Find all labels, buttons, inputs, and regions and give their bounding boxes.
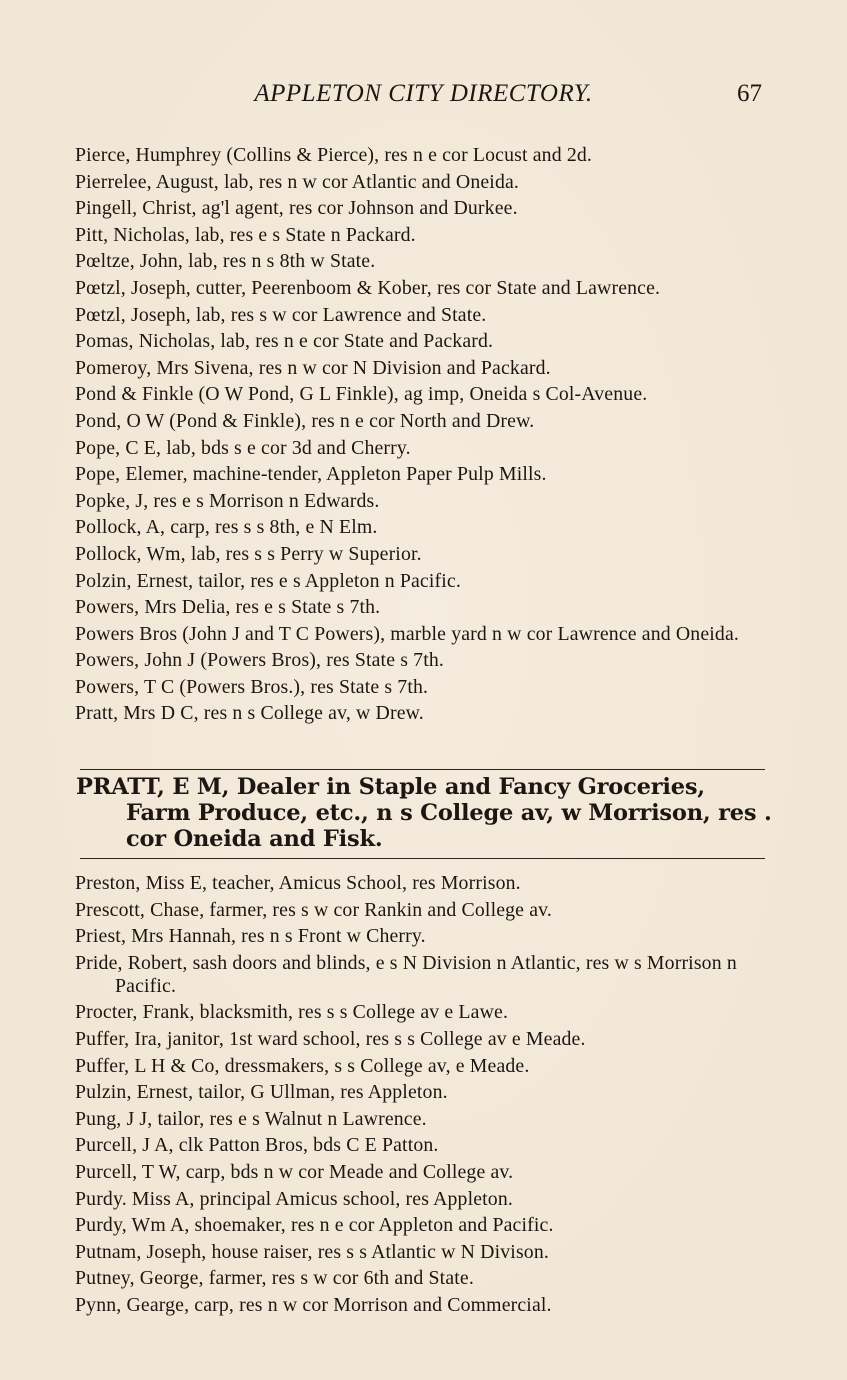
directory-entry: Puffer, Ira, janitor, 1st ward school, res s s College av e Meade. — [75, 1028, 586, 1051]
directory-entry: Powers, John J (Powers Bros), res State s 7th. — [75, 649, 444, 672]
directory-entry: Purdy, Wm A, shoemaker, res n e cor Appleton and Pacific. — [75, 1214, 554, 1237]
advertisement-line: PRATT, E M, Dealer in Staple and Fancy Groceries, — [76, 774, 705, 800]
directory-entry: Pride, Robert, sash doors and blinds, e s N Division n Atlantic, res w s Morrison n Pacific. — [75, 951, 737, 997]
directory-entry: Pœltze, John, lab, res n s 8th w State. — [75, 250, 376, 273]
directory-entry: Powers, Mrs Delia, res e s State s 7th. — [75, 596, 381, 619]
advertisement-bottom-rule — [80, 858, 765, 859]
advertisement-block — [76, 774, 786, 852]
advertisement-line: cor Oneida and Fisk. — [126, 826, 383, 852]
directory-entry: Prescott, Chase, farmer, res s w cor Rankin and College av. — [75, 898, 552, 921]
directory-entry: Pierrelee, August, lab, res n w cor Atlantic and Oneida. — [75, 170, 520, 193]
directory-entry: Procter, Frank, blacksmith, res s s College av e Lawe. — [75, 1001, 509, 1024]
directory-entry: Pœtzl, Joseph, lab, res s w cor Lawrence and State. — [75, 303, 487, 326]
directory-entry: Putney, George, farmer, res s w cor 6th and State. — [75, 1267, 474, 1290]
directory-entry: Puffer, L H & Co, dressmakers, s s College av, e Meade. — [75, 1054, 530, 1077]
directory-entry: Powers Bros (John J and T C Powers), marble yard n w cor Lawrence and Oneida. — [75, 622, 739, 645]
directory-entry: Purcell, J A, clk Patton Bros, bds C E Patton. — [75, 1134, 439, 1157]
directory-entry: Pope, Elemer, machine-tender, Appleton Paper Pulp Mills. — [75, 463, 547, 486]
directory-entry: Pulzin, Ernest, tailor, G Ullman, res Appleton. — [75, 1081, 448, 1104]
directory-entry: Putnam, Joseph, house raiser, res s s Atlantic w N Divison. — [75, 1240, 549, 1263]
directory-entry: Popke, J, res e s Morrison n Edwards. — [75, 489, 380, 512]
directory-entry: Pond & Finkle (O W Pond, G L Finkle), ag imp, Oneida s Col-Avenue. — [75, 383, 648, 406]
directory-entry: Polzin, Ernest, tailor, res e s Appleton n Pacific. — [75, 569, 461, 592]
directory-entry: Pœtzl, Joseph, cutter, Peerenboom & Kober, res cor State and Lawrence. — [75, 276, 661, 299]
advertisement-line: Farm Produce, etc., n s College av, w Morrison, res . — [126, 800, 772, 826]
directory-entry: Pitt, Nicholas, lab, res e s State n Packard. — [75, 223, 416, 246]
directory-entries-before-ad — [75, 144, 775, 729]
directory-entry: Pierce, Humphrey (Collins & Pierce), res n e cor Locust and 2d. — [75, 144, 593, 166]
directory-entry: Purdy. Miss A, principal Amicus school, res Appleton. — [75, 1187, 513, 1210]
directory-entry: Pollock, Wm, lab, res s s Perry w Superior. — [75, 542, 422, 565]
directory-entry: Powers, T C (Powers Bros.), res State s 7th. — [75, 675, 429, 698]
directory-entries-after-ad — [75, 872, 775, 1321]
directory-entry: Pingell, Christ, ag'l agent, res cor Johnson and Durkee. — [75, 197, 518, 220]
page-number: 67 — [737, 80, 762, 107]
directory-entry: Pynn, Gearge, carp, res n w cor Morrison and Commercial. — [75, 1294, 552, 1316]
directory-entry: Pollock, A, carp, res s s 8th, e N Elm. — [75, 516, 378, 539]
directory-entry: Pratt, Mrs D C, res n s College av, w Drew. — [75, 702, 424, 725]
directory-entry: Purcell, T W, carp, bds n w cor Meade and College av. — [75, 1161, 514, 1184]
directory-entry: Pomeroy, Mrs Sivena, res n w cor N Division and Packard. — [75, 356, 551, 379]
running-title: APPLETON CITY DIRECTORY. — [254, 80, 593, 107]
directory-entry: Pond, O W (Pond & Finkle), res n e cor North and Drew. — [75, 409, 535, 432]
directory-entry: Pope, C E, lab, bds s e cor 3d and Cherry. — [75, 436, 411, 459]
directory-entry: Preston, Miss E, teacher, Amicus School, res Morrison. — [75, 872, 521, 894]
directory-entry: Pung, J J, tailor, res e s Walnut n Lawrence. — [75, 1107, 427, 1130]
directory-entry: Pomas, Nicholas, lab, res n e cor State and Packard. — [75, 330, 494, 353]
advertisement-top-rule — [80, 769, 765, 770]
directory-entry: Priest, Mrs Hannah, res n s Front w Cherry. — [75, 925, 426, 948]
